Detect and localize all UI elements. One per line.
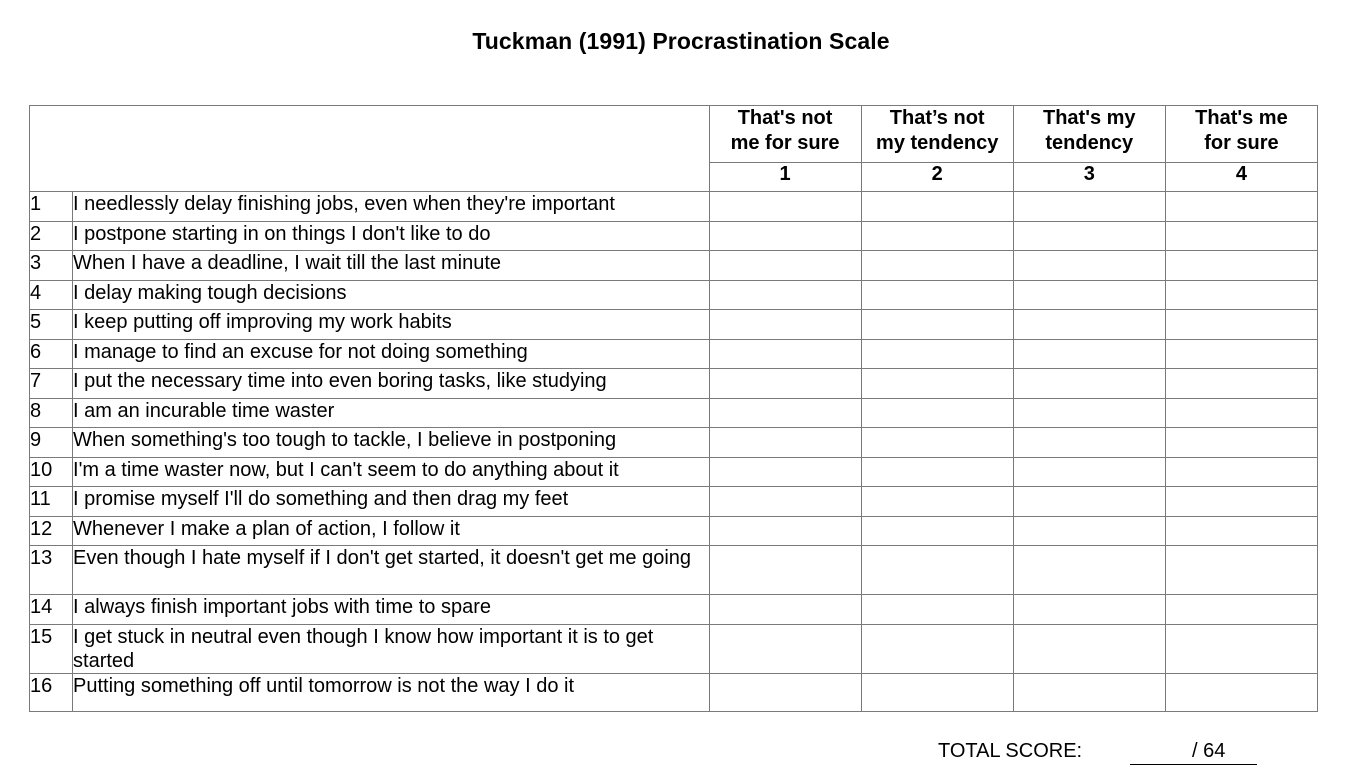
response-cell-3[interactable]	[1013, 673, 1165, 711]
response-cell-1[interactable]	[709, 516, 861, 546]
response-cell-3[interactable]	[1013, 546, 1165, 595]
response-cell-1[interactable]	[709, 280, 861, 310]
table-row	[30, 624, 1318, 673]
table-row	[30, 339, 1318, 369]
response-cell-4[interactable]	[1165, 546, 1317, 595]
table-row	[30, 251, 1318, 281]
option-value-1: 1	[709, 163, 861, 192]
response-cell-1[interactable]	[709, 487, 861, 517]
item-statement: Putting something off until tomorrow is not the way I do it	[73, 673, 709, 711]
total-score-label: TOTAL SCORE:	[938, 740, 1083, 762]
response-cell-1[interactable]	[709, 457, 861, 487]
response-cell-4[interactable]	[1165, 280, 1317, 310]
item-number: 14	[30, 595, 73, 625]
response-cell-4[interactable]	[1165, 457, 1317, 487]
response-cell-1[interactable]	[709, 546, 861, 595]
response-cell-3[interactable]	[1013, 221, 1165, 251]
item-number: 4	[30, 280, 73, 310]
response-cell-2[interactable]	[861, 457, 1013, 487]
response-cell-4[interactable]	[1165, 339, 1317, 369]
page-title: Tuckman (1991) Procrastination Scale	[472, 28, 890, 54]
item-statement: I postpone starting in on things I don't like to do	[73, 221, 709, 251]
response-cell-3[interactable]	[1013, 595, 1165, 625]
response-cell-1[interactable]	[709, 673, 861, 711]
total-score-max: / 64	[1192, 740, 1226, 762]
table-row	[30, 369, 1318, 399]
option-value-2: 2	[861, 163, 1013, 192]
item-statement: I keep putting off improving my work habits	[73, 310, 709, 340]
table-row	[30, 310, 1318, 340]
table-row	[30, 398, 1318, 428]
response-cell-3[interactable]	[1013, 251, 1165, 281]
response-cell-3[interactable]	[1013, 398, 1165, 428]
item-number: 10	[30, 457, 73, 487]
response-cell-1[interactable]	[709, 192, 861, 222]
response-cell-1[interactable]	[709, 398, 861, 428]
item-number: 16	[30, 673, 73, 711]
option-value-4: 4	[1165, 163, 1317, 192]
response-cell-2[interactable]	[861, 221, 1013, 251]
option-label-line1: That's not	[737, 107, 833, 129]
table-row	[30, 546, 1318, 595]
item-statement: I get stuck in neutral even though I know how important it is to get started	[73, 624, 709, 673]
item-statement: I put the necessary time into even boring tasks, like studying	[73, 369, 709, 399]
response-cell-1[interactable]	[709, 369, 861, 399]
response-cell-1[interactable]	[709, 310, 861, 340]
item-statement: I always finish important jobs with time to spare	[73, 595, 709, 625]
response-cell-4[interactable]	[1165, 624, 1317, 673]
response-cell-3[interactable]	[1013, 428, 1165, 458]
item-statement: Even though I hate myself if I don't get started, it doesn't get me going	[73, 546, 709, 595]
item-statement: I manage to find an excuse for not doing something	[73, 339, 709, 369]
item-number: 6	[30, 339, 73, 369]
item-number: 5	[30, 310, 73, 340]
response-cell-2[interactable]	[861, 624, 1013, 673]
response-cell-1[interactable]	[709, 428, 861, 458]
item-number: 1	[30, 192, 73, 222]
response-cell-2[interactable]	[861, 192, 1013, 222]
response-cell-2[interactable]	[861, 339, 1013, 369]
item-number: 12	[30, 516, 73, 546]
table-row	[30, 516, 1318, 546]
response-cell-1[interactable]	[709, 595, 861, 625]
item-statement: I needlessly delay finishing jobs, even when they're important	[73, 192, 709, 222]
table-row	[30, 487, 1318, 517]
procrastination-scale-table	[29, 105, 1318, 712]
option-label-line2: for sure	[1204, 132, 1279, 154]
response-cell-3[interactable]	[1013, 457, 1165, 487]
response-cell-4[interactable]	[1165, 673, 1317, 711]
response-cell-4[interactable]	[1165, 595, 1317, 625]
response-cell-4[interactable]	[1165, 487, 1317, 517]
item-number: 11	[30, 487, 73, 517]
option-label-line2: my tendency	[876, 132, 999, 154]
response-cell-2[interactable]	[861, 369, 1013, 399]
response-cell-2[interactable]	[861, 398, 1013, 428]
response-cell-3[interactable]	[1013, 339, 1165, 369]
response-cell-4[interactable]	[1165, 221, 1317, 251]
response-cell-3[interactable]	[1013, 487, 1165, 517]
response-cell-2[interactable]	[861, 280, 1013, 310]
item-number: 15	[30, 624, 73, 673]
response-cell-3[interactable]	[1013, 192, 1165, 222]
response-cell-1[interactable]	[709, 339, 861, 369]
response-cell-4[interactable]	[1165, 192, 1317, 222]
option-header-3	[1013, 106, 1165, 163]
option-label-line1: That's me	[1195, 107, 1288, 129]
table-row	[30, 428, 1318, 458]
table-row	[30, 192, 1318, 222]
response-cell-2[interactable]	[861, 428, 1013, 458]
response-cell-1[interactable]	[709, 251, 861, 281]
item-number: 3	[30, 251, 73, 281]
response-cell-4[interactable]	[1165, 398, 1317, 428]
option-header-4	[1165, 106, 1317, 163]
item-statement: When I have a deadline, I wait till the last minute	[73, 251, 709, 281]
response-cell-2[interactable]	[861, 487, 1013, 517]
total-score	[938, 740, 1226, 763]
response-cell-3[interactable]	[1013, 369, 1165, 399]
item-statement: Whenever I make a plan of action, I follow it	[73, 516, 709, 546]
response-cell-2[interactable]	[861, 595, 1013, 625]
table-row	[30, 595, 1318, 625]
item-statement: I promise myself I'll do something and then drag my feet	[73, 487, 709, 517]
response-cell-4[interactable]	[1165, 516, 1317, 546]
option-label-line1: That's my	[1043, 107, 1136, 129]
option-label-line2: tendency	[1045, 132, 1134, 154]
response-cell-4[interactable]	[1165, 428, 1317, 458]
item-statement: I delay making tough decisions	[73, 280, 709, 310]
response-cell-2[interactable]	[861, 310, 1013, 340]
item-statement: I am an incurable time waster	[73, 398, 709, 428]
response-cell-4[interactable]	[1165, 369, 1317, 399]
table-row	[30, 280, 1318, 310]
response-cell-2[interactable]	[861, 251, 1013, 281]
option-value-3: 3	[1013, 163, 1165, 192]
header-blank-cell	[30, 106, 710, 192]
response-cell-1[interactable]	[709, 221, 861, 251]
response-cell-3[interactable]	[1013, 280, 1165, 310]
option-label-line1: That’s not	[889, 107, 985, 129]
response-cell-3[interactable]	[1013, 624, 1165, 673]
response-cell-2[interactable]	[861, 516, 1013, 546]
item-number: 7	[30, 369, 73, 399]
response-cell-3[interactable]	[1013, 516, 1165, 546]
table-row	[30, 673, 1318, 711]
item-statement: When something's too tough to tackle, I believe in postponing	[73, 428, 709, 458]
table-row	[30, 457, 1318, 487]
item-number: 8	[30, 398, 73, 428]
item-number: 9	[30, 428, 73, 458]
response-cell-4[interactable]	[1165, 251, 1317, 281]
response-cell-3[interactable]	[1013, 310, 1165, 340]
item-number: 13	[30, 546, 73, 595]
option-header-2	[861, 106, 1013, 163]
response-cell-4[interactable]	[1165, 310, 1317, 340]
item-number: 2	[30, 221, 73, 251]
item-statement: I'm a time waster now, but I can't seem to do anything about it	[73, 457, 709, 487]
response-cell-2[interactable]	[861, 546, 1013, 595]
table-row	[30, 221, 1318, 251]
header-labels-row	[30, 106, 1318, 163]
option-header-1	[709, 106, 861, 163]
option-label-line2: me for sure	[730, 132, 840, 154]
response-cell-1[interactable]	[709, 624, 861, 673]
response-cell-2[interactable]	[861, 673, 1013, 711]
